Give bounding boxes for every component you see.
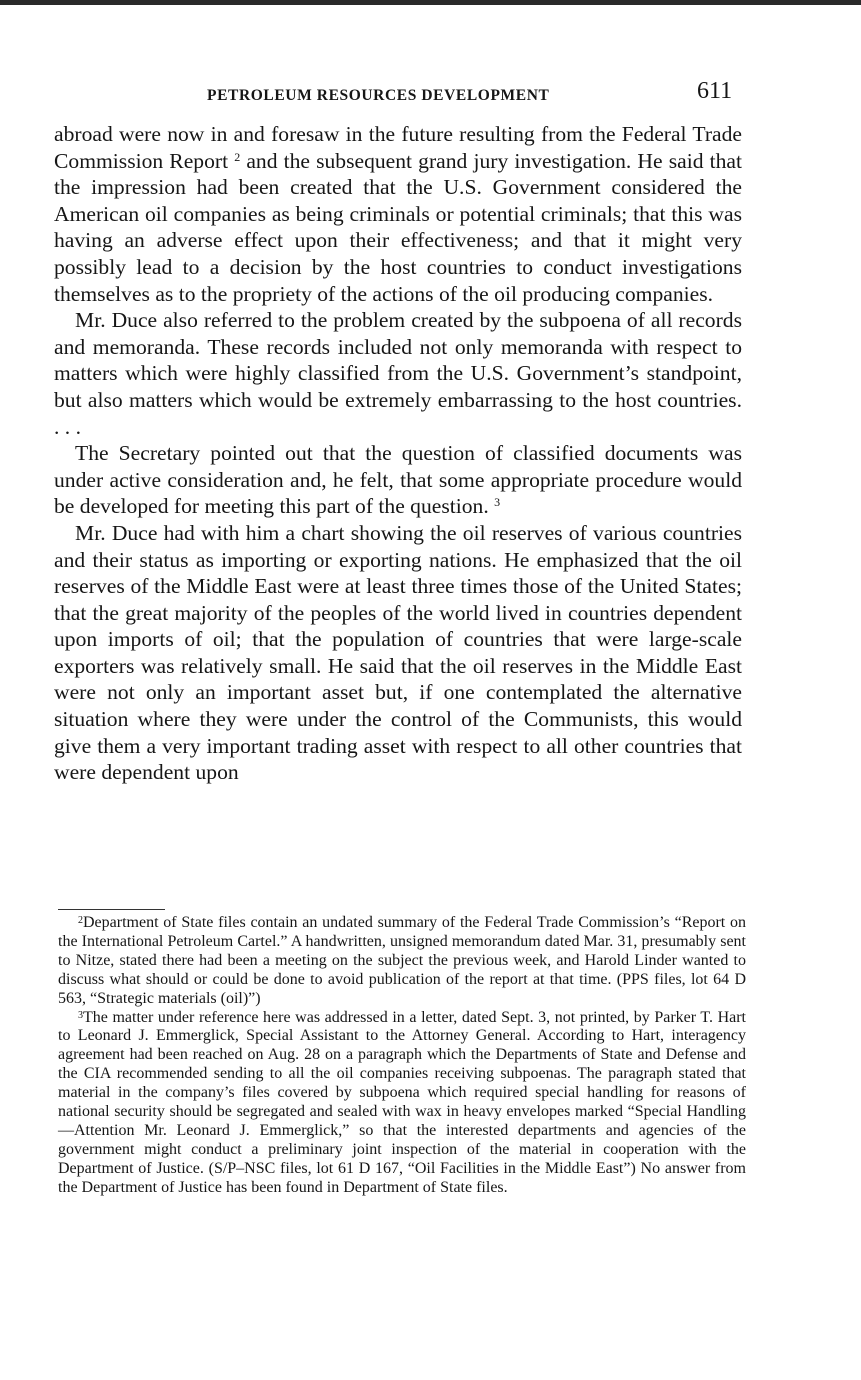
footnote-ref-3: 3 — [494, 495, 501, 510]
top-border-rule — [0, 0, 861, 5]
paragraph-1-text-b: and the subsequent grand jury investigation. He said that the impression had been created that the U.S. Government considered the American oil companies as being criminals or potential criminals; that this was having an adverse effect upon their effectiveness; and that it might very possibly lead to a decision by the host countries to conduct investigations themselves as to the propriety of the actions of the oil producing companies. — [54, 148, 742, 306]
footnote-2-mark: 2 — [78, 915, 83, 926]
paragraph-2: Mr. Duce also referred to the problem created by the subpoena of all records and memoranda. These records included not only memoranda with respect to matters which were highly classified from the U.S. Government’s standpoint, but also matters which would be extremely embarrassing to the host countries. . . . — [54, 308, 742, 439]
footnote-divider — [58, 909, 165, 910]
footnote-3-mark: 3 — [78, 1009, 83, 1021]
running-title: PETROLEUM RESOURCES DEVELOPMENT — [207, 87, 550, 104]
page-number: 611 — [697, 78, 733, 104]
footnotes — [58, 914, 746, 1198]
paragraph-1-text-a: abroad were now in and foresaw in the future resulting from the Federal Trade Commission Report — [54, 122, 742, 173]
footnote-3 — [58, 1009, 746, 1198]
paragraph-4: Mr. Duce had with him a chart showing the oil reserves of various countries and their status as importing or exporting nations. He emphasized that the oil reserves of the Middle East were at least three times those of the United States; that the great majority of the peoples of the world lived in countries dependent upon imports of oil; that the population of countries that were large-scale exporters was relatively small. He said that the oil reserves in the Middle East were not only an important asset but, if one contemplated the alternative situation where they were under the control of the Communists, this would give them a very important trading asset with respect to all other countries that were dependent upon — [54, 520, 742, 785]
running-header — [0, 78, 861, 110]
paragraph-3 — [54, 440, 742, 520]
paragraph-1 — [54, 121, 742, 307]
footnote-3-text: The matter under reference here was addressed in a letter, dated Sept. 3, not printed, by Parker T. Hart to Leonard J. Emmerglick, Special Assistant to the Attorney General. According to Hart, interagency agreement had been reached on Aug. 28 on a paragraph which the Departments of State and Defense and the CIA recommended sending to all the oil companies receiving subpoenas. The paragraph stated that material in the company’s files covered by subpoena which required special handling for reasons of national security should be segregated and sealed with wax in heavy envelopes marked “Special Handling—Attention Mr. Leonard J. Emmerglick,” so that the interested departments and agencies of the government might conduct a preliminary joint inspection of the material in cooperation with the Department of Justice. (S/P–NSC files, lot 61 D 167, “Oil Facilities in the Middle East”) No answer from the Department of Justice has been found in Department of State files. — [58, 1008, 746, 1196]
footnote-ref-2: 2 — [234, 149, 241, 164]
footnote-2 — [58, 914, 746, 1009]
paragraph-3-text: The Secretary pointed out that the question of classified documents was under active consideration and, he felt, that some appropriate procedure would be developed for meeting this part of the question. — [54, 441, 742, 519]
body-text — [54, 121, 742, 786]
footnote-2-text: Department of State files contain an undated summary of the Federal Trade Commission’s “Report on the International Petroleum Cartel.” A handwritten, unsigned memorandum dated Mar. 31, presumably sent to Nitze, stated there had been a meeting on the subject the previous week, and Harold Linder wanted to discuss what should or could be done to avoid publication of the report at that time. (PPS files, lot 64 D 563, “Strategic materials (oil)”) — [58, 914, 746, 1007]
